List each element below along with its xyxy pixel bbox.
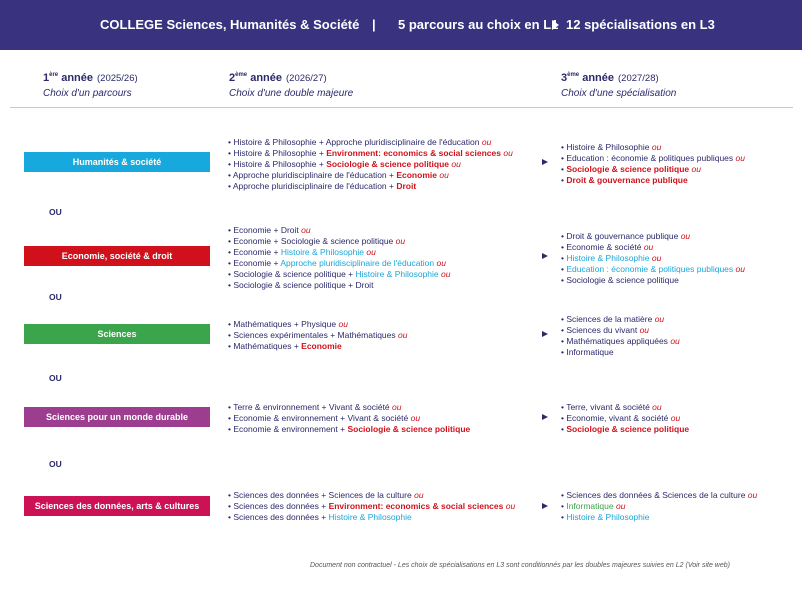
specs-list <box>561 142 745 186</box>
list-item: • Economie & environnement + Vivant & société ou <box>228 413 470 424</box>
header-title: COLLEGE Sciences, Humanités & Société <box>100 17 360 32</box>
list-item: • Economie & environnement + Sociologie & science politique <box>228 424 470 435</box>
list-item: • Histoire & Philosophie + Sociologie & science politique ou <box>228 159 513 170</box>
list-item: • Economie + Sociologie & science politique ou <box>228 236 451 247</box>
list-item: • Droit & gouvernance publique <box>561 175 745 186</box>
majors-list <box>228 319 407 352</box>
list-item: • Sciences expérimentales + Mathématiques ou <box>228 330 407 341</box>
list-item: • Economie, vivant & société ou <box>561 413 689 424</box>
list-item: • Mathématiques + Economie <box>228 341 407 352</box>
majors-list <box>228 490 515 523</box>
list-item: • Approche pluridisciplinaire de l'éducation + Droit <box>228 181 513 192</box>
parcours-durable: Sciences pour un monde durable <box>24 407 210 427</box>
parcours-donnees: Sciences des données, arts & cultures <box>24 496 210 516</box>
arrow-right-icon <box>542 331 548 337</box>
list-item: • Sciences du vivant ou <box>561 325 680 336</box>
specs-list <box>561 314 680 358</box>
list-item: • Histoire & Philosophie ou <box>561 253 745 264</box>
list-item: • Approche pluridisciplinaire de l'éducation + Economie ou <box>228 170 513 181</box>
list-item: • Histoire & Philosophie + Environment: economics & social sciences ou <box>228 148 513 159</box>
header-separator: | <box>372 17 376 32</box>
list-item: • Sociologie & science politique <box>561 424 689 435</box>
list-item: • Terre & environnement + Vivant & société ou <box>228 402 470 413</box>
list-item: • Economie + Approche pluridisciplinaire de l'éducation ou <box>228 258 451 269</box>
list-item: • Sciences de la matière ou <box>561 314 680 325</box>
list-item: • Sociologie & science politique + Histoire & Philosophie ou <box>228 269 451 280</box>
page-header <box>0 0 802 50</box>
triangle-right-icon <box>552 20 559 30</box>
list-item: • Education : économie & politiques publiques ou <box>561 153 745 164</box>
ou-separator: OU <box>49 373 62 383</box>
footer-note: Document non contractuel - Les choix de spécialisations en L3 sont conditionnés par les doubles majeures suivies en L2 (Voir site web) <box>310 562 730 569</box>
list-item: • Education : économie & politiques publiques ou <box>561 264 745 275</box>
majors-list <box>228 402 470 435</box>
column-header-year1: 1ère année (2025/26) Choix d'un parcours <box>43 72 138 99</box>
list-item: • Mathématiques appliquées ou <box>561 336 680 347</box>
specs-list <box>561 402 689 435</box>
ou-separator: OU <box>49 459 62 469</box>
column-header-year3: 3ème année (2027/28) Choix d'une spécialisation <box>561 72 677 99</box>
list-item: • Economie + Histoire & Philosophie ou <box>228 247 451 258</box>
header-l3-info: 12 spécialisations en L3 <box>566 17 715 32</box>
ou-separator: OU <box>49 207 62 217</box>
arrow-right-icon <box>542 159 548 165</box>
ou-separator: OU <box>49 292 62 302</box>
list-item: • Sociologie & science politique + Droit <box>228 280 451 291</box>
list-item: • Economie + Droit ou <box>228 225 451 236</box>
list-item: • Histoire & Philosophie <box>561 512 757 523</box>
arrow-right-icon <box>542 414 548 420</box>
parcours-humanites: Humanités & société <box>24 152 210 172</box>
list-item: • Histoire & Philosophie + Approche pluridisciplinaire de l'éducation ou <box>228 137 513 148</box>
list-item: • Sciences des données & Sciences de la culture ou <box>561 490 757 501</box>
parcours-economie: Economie, société & droit <box>24 246 210 266</box>
column-header-year2: 2ème année (2026/27) Choix d'une double majeure <box>229 72 354 99</box>
list-item: • Informatique <box>561 347 680 358</box>
parcours-sciences: Sciences <box>24 324 210 344</box>
list-item: • Histoire & Philosophie ou <box>561 142 745 153</box>
list-item: • Mathématiques + Physique ou <box>228 319 407 330</box>
list-item: • Sociologie & science politique <box>561 275 745 286</box>
arrow-right-icon <box>542 503 548 509</box>
header-l1-info: 5 parcours au choix en L1 <box>398 17 559 32</box>
list-item: • Sciences des données + Environment: economics & social sciences ou <box>228 501 515 512</box>
list-item: • Sociologie & science politique ou <box>561 164 745 175</box>
list-item: • Terre, vivant & société ou <box>561 402 689 413</box>
list-item: • Economie & société ou <box>561 242 745 253</box>
header-divider <box>10 107 793 108</box>
specs-list <box>561 231 745 286</box>
majors-list <box>228 137 513 192</box>
list-item: • Informatique ou <box>561 501 757 512</box>
list-item: • Sciences des données + Histoire & Philosophie <box>228 512 515 523</box>
list-item: • Droit & gouvernance publique ou <box>561 231 745 242</box>
specs-list <box>561 490 757 523</box>
list-item: • Sciences des données + Sciences de la culture ou <box>228 490 515 501</box>
majors-list <box>228 225 451 291</box>
arrow-right-icon <box>542 253 548 259</box>
